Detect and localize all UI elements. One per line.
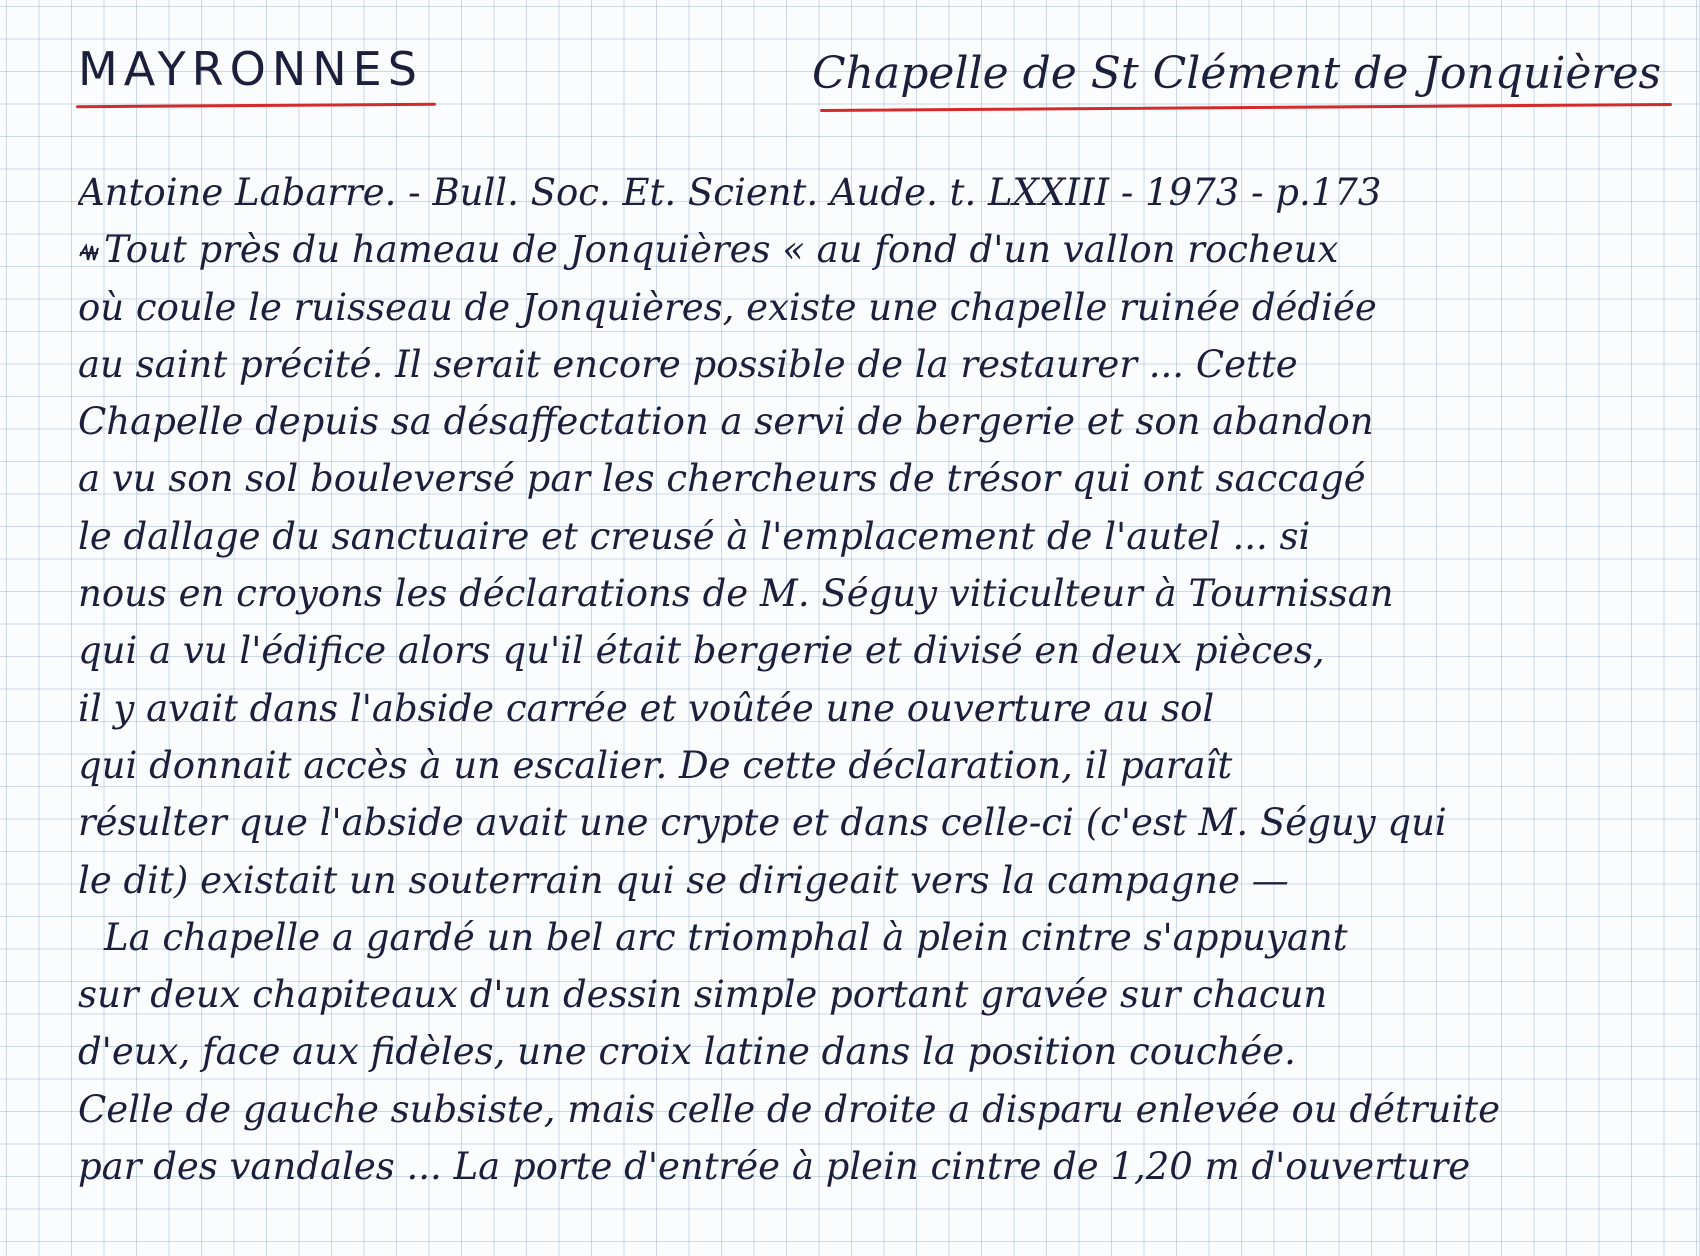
text-line — [78, 221, 1678, 278]
text-line: nous en croyons les déclarations de M. Séguy viticulteur à Tournissan — [78, 572, 1394, 616]
text-line: il y avait dans l'abside carrée et voûtée une ouverture au sol — [78, 686, 1215, 730]
text-line: La chapelle a gardé un bel arc triomphal à plein cintre s'appuyant — [104, 915, 1348, 959]
text-line: Chapelle depuis sa désaffectation a servi de bergerie et son abandon — [78, 400, 1374, 444]
text-line: résulter que l'abside avait une crypte et dans celle-ci (c'est M. Séguy qui — [78, 801, 1447, 845]
text-line: le dit) existait un souterrain qui se dirigeait vers la campagne — — [78, 858, 1289, 902]
place-title-underline — [76, 103, 436, 109]
subject-title: Chapelle de St Clément de Jonquières — [812, 48, 1662, 99]
text-line: d'eux, face aux fidèles, une croix latine dans la position couchée. — [78, 1030, 1296, 1074]
text-line: au saint précité. Il serait encore possible de la restaurer ... Cette — [78, 342, 1298, 386]
text-line: qui a vu l'édifice alors qu'il était bergerie et divisé en deux pièces, — [78, 629, 1325, 673]
place-title: MAYRONNES — [78, 42, 423, 96]
text-line-content: Tout près du hameau de Jonquières « au fond d'un vallon rocheux — [104, 228, 1339, 272]
text-line: par des vandales ... La porte d'entrée à plein cintre de 1,20 m d'ouverture — [78, 1145, 1471, 1189]
subject-title-underline — [820, 103, 1672, 112]
handwritten-text-block — [78, 164, 1678, 1195]
text-line: Celle de gauche subsiste, mais celle de droite a disparu enlevée ou détruite — [78, 1087, 1500, 1131]
text-line: qui donnait accès à un escalier. De cette déclaration, il paraît — [78, 743, 1233, 787]
text-line: le dallage du sanctuaire et creusé à l'emplacement de l'autel ... si — [78, 514, 1311, 558]
text-line: où coule le ruisseau de Jonquières, existe une chapelle ruinée dédiée — [78, 285, 1377, 329]
text-line: a vu son sol bouleversé par les chercheurs de trésor qui ont saccagé — [78, 457, 1366, 501]
text-line: sur deux chapiteaux d'un dessin simple portant gravée sur chacun — [78, 973, 1328, 1017]
text-line: Antoine Labarre. - Bull. Soc. Et. Scient. Aude. t. LXXIII - 1973 - p.173 — [78, 171, 1382, 214]
scribble-mark-icon — [78, 242, 100, 264]
